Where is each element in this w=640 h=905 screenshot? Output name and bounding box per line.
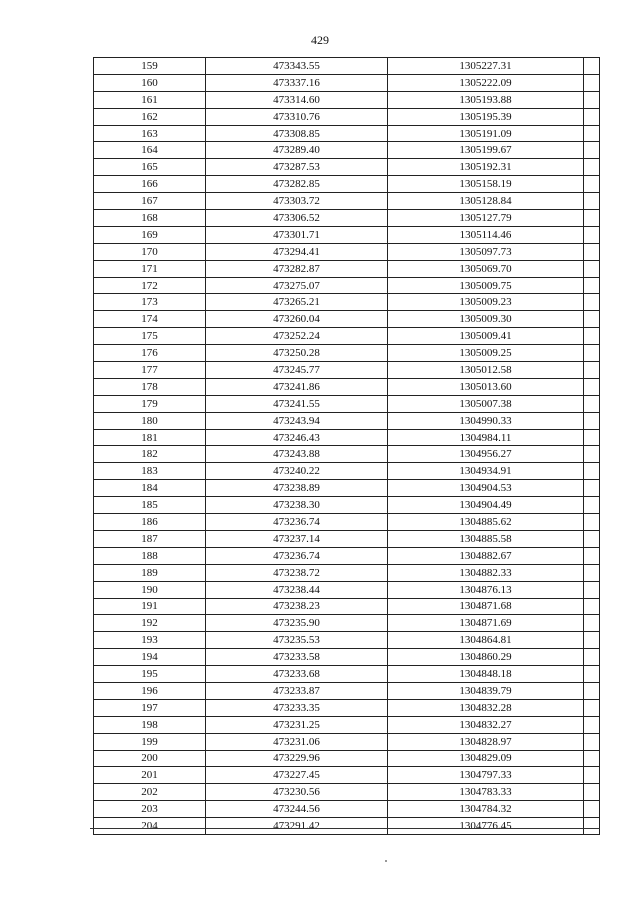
x-coordinate-cell: 473238.23	[206, 598, 388, 615]
x-coordinate-cell: 473243.88	[206, 446, 388, 463]
table-row	[94, 716, 600, 733]
y-coordinate-cell: 1304871.69	[388, 615, 584, 632]
table-row	[94, 666, 600, 683]
point-number-cell: 160	[94, 74, 206, 91]
empty-cell	[584, 243, 600, 260]
empty-cell	[584, 412, 600, 429]
empty-cell	[584, 210, 600, 227]
empty-cell	[584, 733, 600, 750]
x-coordinate-cell: 473289.40	[206, 142, 388, 159]
empty-cell	[584, 125, 600, 142]
y-coordinate-cell: 1305227.31	[388, 58, 584, 75]
empty-cell	[584, 429, 600, 446]
empty-cell	[584, 378, 600, 395]
point-number-cell: 183	[94, 463, 206, 480]
x-coordinate-cell: 473245.77	[206, 362, 388, 379]
table-row	[94, 378, 600, 395]
point-number-cell: 196	[94, 682, 206, 699]
empty-cell	[584, 598, 600, 615]
empty-cell	[584, 159, 600, 176]
x-coordinate-cell: 473235.90	[206, 615, 388, 632]
y-coordinate-cell: 1304776.45	[388, 818, 584, 835]
table-row	[94, 412, 600, 429]
x-coordinate-cell: 473231.06	[206, 733, 388, 750]
x-coordinate-cell: 473236.74	[206, 514, 388, 531]
empty-cell	[584, 277, 600, 294]
x-coordinate-cell: 473303.72	[206, 193, 388, 210]
point-number-cell: 199	[94, 733, 206, 750]
x-coordinate-cell: 473241.55	[206, 395, 388, 412]
point-number-cell: 175	[94, 328, 206, 345]
point-number-cell: 203	[94, 801, 206, 818]
table-row	[94, 564, 600, 581]
x-coordinate-cell: 473246.43	[206, 429, 388, 446]
empty-cell	[584, 294, 600, 311]
empty-cell	[584, 497, 600, 514]
y-coordinate-cell: 1305009.30	[388, 311, 584, 328]
table-row	[94, 142, 600, 159]
empty-cell	[584, 260, 600, 277]
point-number-cell: 171	[94, 260, 206, 277]
table-row	[94, 699, 600, 716]
table-row	[94, 125, 600, 142]
point-number-cell: 174	[94, 311, 206, 328]
x-coordinate-cell: 473238.89	[206, 480, 388, 497]
x-coordinate-cell: 473310.76	[206, 108, 388, 125]
x-coordinate-cell: 473308.85	[206, 125, 388, 142]
y-coordinate-cell: 1304882.67	[388, 547, 584, 564]
table-row	[94, 480, 600, 497]
empty-cell	[584, 108, 600, 125]
y-coordinate-cell: 1305191.09	[388, 125, 584, 142]
table-row	[94, 767, 600, 784]
x-coordinate-cell: 473236.74	[206, 547, 388, 564]
bottom-rule	[90, 828, 600, 829]
empty-cell	[584, 716, 600, 733]
point-number-cell: 177	[94, 362, 206, 379]
y-coordinate-cell: 1304864.81	[388, 632, 584, 649]
point-number-cell: 184	[94, 480, 206, 497]
point-number-cell: 170	[94, 243, 206, 260]
table-row	[94, 210, 600, 227]
table-row	[94, 682, 600, 699]
empty-cell	[584, 328, 600, 345]
x-coordinate-cell: 473252.24	[206, 328, 388, 345]
x-coordinate-cell: 473250.28	[206, 345, 388, 362]
point-number-cell: 179	[94, 395, 206, 412]
x-coordinate-cell: 473231.25	[206, 716, 388, 733]
table-row	[94, 446, 600, 463]
point-number-cell: 201	[94, 767, 206, 784]
table-row	[94, 395, 600, 412]
empty-cell	[584, 74, 600, 91]
table-row	[94, 581, 600, 598]
table-row	[94, 801, 600, 818]
y-coordinate-cell: 1304885.58	[388, 530, 584, 547]
empty-cell	[584, 818, 600, 835]
table-row	[94, 58, 600, 75]
x-coordinate-cell: 473291.42	[206, 818, 388, 835]
x-coordinate-cell: 473227.45	[206, 767, 388, 784]
y-coordinate-cell: 1305012.58	[388, 362, 584, 379]
table-row	[94, 598, 600, 615]
point-number-cell: 192	[94, 615, 206, 632]
y-coordinate-cell: 1305195.39	[388, 108, 584, 125]
empty-cell	[584, 480, 600, 497]
y-coordinate-cell: 1304832.28	[388, 699, 584, 716]
empty-cell	[584, 699, 600, 716]
x-coordinate-cell: 473301.71	[206, 226, 388, 243]
table-row	[94, 514, 600, 531]
empty-cell	[584, 514, 600, 531]
point-number-cell: 173	[94, 294, 206, 311]
table-row	[94, 362, 600, 379]
table-row	[94, 108, 600, 125]
x-coordinate-cell: 473282.87	[206, 260, 388, 277]
empty-cell	[584, 91, 600, 108]
x-coordinate-cell: 473265.21	[206, 294, 388, 311]
table-row	[94, 277, 600, 294]
empty-cell	[584, 463, 600, 480]
y-coordinate-cell: 1305007.38	[388, 395, 584, 412]
y-coordinate-cell: 1304984.11	[388, 429, 584, 446]
empty-cell	[584, 395, 600, 412]
y-coordinate-cell: 1304876.13	[388, 581, 584, 598]
point-number-cell: 182	[94, 446, 206, 463]
coordinates-table	[93, 57, 600, 835]
empty-cell	[584, 767, 600, 784]
x-coordinate-cell: 473230.56	[206, 784, 388, 801]
table-row	[94, 345, 600, 362]
point-number-cell: 169	[94, 226, 206, 243]
point-number-cell: 165	[94, 159, 206, 176]
table-row	[94, 632, 600, 649]
x-coordinate-cell: 473238.44	[206, 581, 388, 598]
y-coordinate-cell: 1304885.62	[388, 514, 584, 531]
x-coordinate-cell: 473343.55	[206, 58, 388, 75]
table-row	[94, 260, 600, 277]
point-number-cell: 195	[94, 666, 206, 683]
table-row	[94, 615, 600, 632]
empty-cell	[584, 176, 600, 193]
empty-cell	[584, 649, 600, 666]
x-coordinate-cell: 473233.87	[206, 682, 388, 699]
table-row	[94, 429, 600, 446]
empty-cell	[584, 666, 600, 683]
y-coordinate-cell: 1304956.27	[388, 446, 584, 463]
y-coordinate-cell: 1305009.41	[388, 328, 584, 345]
x-coordinate-cell: 473240.22	[206, 463, 388, 480]
y-coordinate-cell: 1305199.67	[388, 142, 584, 159]
y-coordinate-cell: 1305114.46	[388, 226, 584, 243]
y-coordinate-cell: 1305009.25	[388, 345, 584, 362]
page-number: 429	[311, 33, 329, 47]
point-number-cell: 204	[94, 818, 206, 835]
y-coordinate-cell: 1305128.84	[388, 193, 584, 210]
table-row	[94, 243, 600, 260]
point-number-cell: 176	[94, 345, 206, 362]
table-row	[94, 311, 600, 328]
empty-cell	[584, 58, 600, 75]
point-number-cell: 178	[94, 378, 206, 395]
point-number-cell: 197	[94, 699, 206, 716]
x-coordinate-cell: 473294.41	[206, 243, 388, 260]
y-coordinate-cell: 1304860.29	[388, 649, 584, 666]
table-row	[94, 159, 600, 176]
empty-cell	[584, 311, 600, 328]
table-row	[94, 193, 600, 210]
y-coordinate-cell: 1304783.33	[388, 784, 584, 801]
empty-cell	[584, 564, 600, 581]
table-row	[94, 649, 600, 666]
x-coordinate-cell: 473233.58	[206, 649, 388, 666]
y-coordinate-cell: 1304839.79	[388, 682, 584, 699]
empty-cell	[584, 784, 600, 801]
point-number-cell: 168	[94, 210, 206, 227]
empty-cell	[584, 632, 600, 649]
point-number-cell: 194	[94, 649, 206, 666]
x-coordinate-cell: 473314.60	[206, 91, 388, 108]
y-coordinate-cell: 1304904.49	[388, 497, 584, 514]
table-row	[94, 294, 600, 311]
table-row	[94, 91, 600, 108]
y-coordinate-cell: 1305158.19	[388, 176, 584, 193]
y-coordinate-cell: 1304848.18	[388, 666, 584, 683]
x-coordinate-cell: 473306.52	[206, 210, 388, 227]
x-coordinate-cell: 473238.72	[206, 564, 388, 581]
scan-speck	[385, 860, 387, 862]
empty-cell	[584, 750, 600, 767]
point-number-cell: 180	[94, 412, 206, 429]
x-coordinate-cell: 473235.53	[206, 632, 388, 649]
y-coordinate-cell: 1304990.33	[388, 412, 584, 429]
empty-cell	[584, 547, 600, 564]
y-coordinate-cell: 1305009.23	[388, 294, 584, 311]
point-number-cell: 191	[94, 598, 206, 615]
empty-cell	[584, 581, 600, 598]
y-coordinate-cell: 1304784.32	[388, 801, 584, 818]
y-coordinate-cell: 1304871.68	[388, 598, 584, 615]
empty-cell	[584, 142, 600, 159]
point-number-cell: 185	[94, 497, 206, 514]
point-number-cell: 172	[94, 277, 206, 294]
table-row	[94, 226, 600, 243]
y-coordinate-cell: 1304797.33	[388, 767, 584, 784]
y-coordinate-cell: 1304832.27	[388, 716, 584, 733]
y-coordinate-cell: 1304828.97	[388, 733, 584, 750]
point-number-cell: 187	[94, 530, 206, 547]
y-coordinate-cell: 1305193.88	[388, 91, 584, 108]
point-number-cell: 163	[94, 125, 206, 142]
x-coordinate-cell: 473237.14	[206, 530, 388, 547]
x-coordinate-cell: 473243.94	[206, 412, 388, 429]
empty-cell	[584, 801, 600, 818]
y-coordinate-cell: 1305069.70	[388, 260, 584, 277]
point-number-cell: 162	[94, 108, 206, 125]
point-number-cell: 166	[94, 176, 206, 193]
y-coordinate-cell: 1305222.09	[388, 74, 584, 91]
y-coordinate-cell: 1305013.60	[388, 378, 584, 395]
point-number-cell: 188	[94, 547, 206, 564]
y-coordinate-cell: 1305097.73	[388, 243, 584, 260]
table-row	[94, 733, 600, 750]
y-coordinate-cell: 1305009.75	[388, 277, 584, 294]
empty-cell	[584, 362, 600, 379]
point-number-cell: 181	[94, 429, 206, 446]
coordinates-table-body	[94, 58, 600, 835]
x-coordinate-cell: 473244.56	[206, 801, 388, 818]
x-coordinate-cell: 473229.96	[206, 750, 388, 767]
x-coordinate-cell: 473282.85	[206, 176, 388, 193]
table-row	[94, 74, 600, 91]
x-coordinate-cell: 473337.16	[206, 74, 388, 91]
table-row	[94, 497, 600, 514]
table-row	[94, 463, 600, 480]
empty-cell	[584, 226, 600, 243]
x-coordinate-cell: 473233.68	[206, 666, 388, 683]
point-number-cell: 167	[94, 193, 206, 210]
empty-cell	[584, 446, 600, 463]
point-number-cell: 193	[94, 632, 206, 649]
x-coordinate-cell: 473287.53	[206, 159, 388, 176]
empty-cell	[584, 193, 600, 210]
table-row	[94, 530, 600, 547]
empty-cell	[584, 615, 600, 632]
table-row	[94, 750, 600, 767]
table-row	[94, 547, 600, 564]
point-number-cell: 198	[94, 716, 206, 733]
point-number-cell: 186	[94, 514, 206, 531]
y-coordinate-cell: 1304882.33	[388, 564, 584, 581]
x-coordinate-cell: 473241.86	[206, 378, 388, 395]
y-coordinate-cell: 1304904.53	[388, 480, 584, 497]
empty-cell	[584, 345, 600, 362]
point-number-cell: 189	[94, 564, 206, 581]
x-coordinate-cell: 473233.35	[206, 699, 388, 716]
point-number-cell: 159	[94, 58, 206, 75]
x-coordinate-cell: 473275.07	[206, 277, 388, 294]
table-row	[94, 328, 600, 345]
y-coordinate-cell: 1304829.09	[388, 750, 584, 767]
empty-cell	[584, 682, 600, 699]
x-coordinate-cell: 473260.04	[206, 311, 388, 328]
point-number-cell: 164	[94, 142, 206, 159]
point-number-cell: 200	[94, 750, 206, 767]
point-number-cell: 202	[94, 784, 206, 801]
y-coordinate-cell: 1305127.79	[388, 210, 584, 227]
table-row	[94, 176, 600, 193]
y-coordinate-cell: 1304934.91	[388, 463, 584, 480]
point-number-cell: 190	[94, 581, 206, 598]
table-row	[94, 818, 600, 835]
y-coordinate-cell: 1305192.31	[388, 159, 584, 176]
empty-cell	[584, 530, 600, 547]
x-coordinate-cell: 473238.30	[206, 497, 388, 514]
point-number-cell: 161	[94, 91, 206, 108]
table-row	[94, 784, 600, 801]
